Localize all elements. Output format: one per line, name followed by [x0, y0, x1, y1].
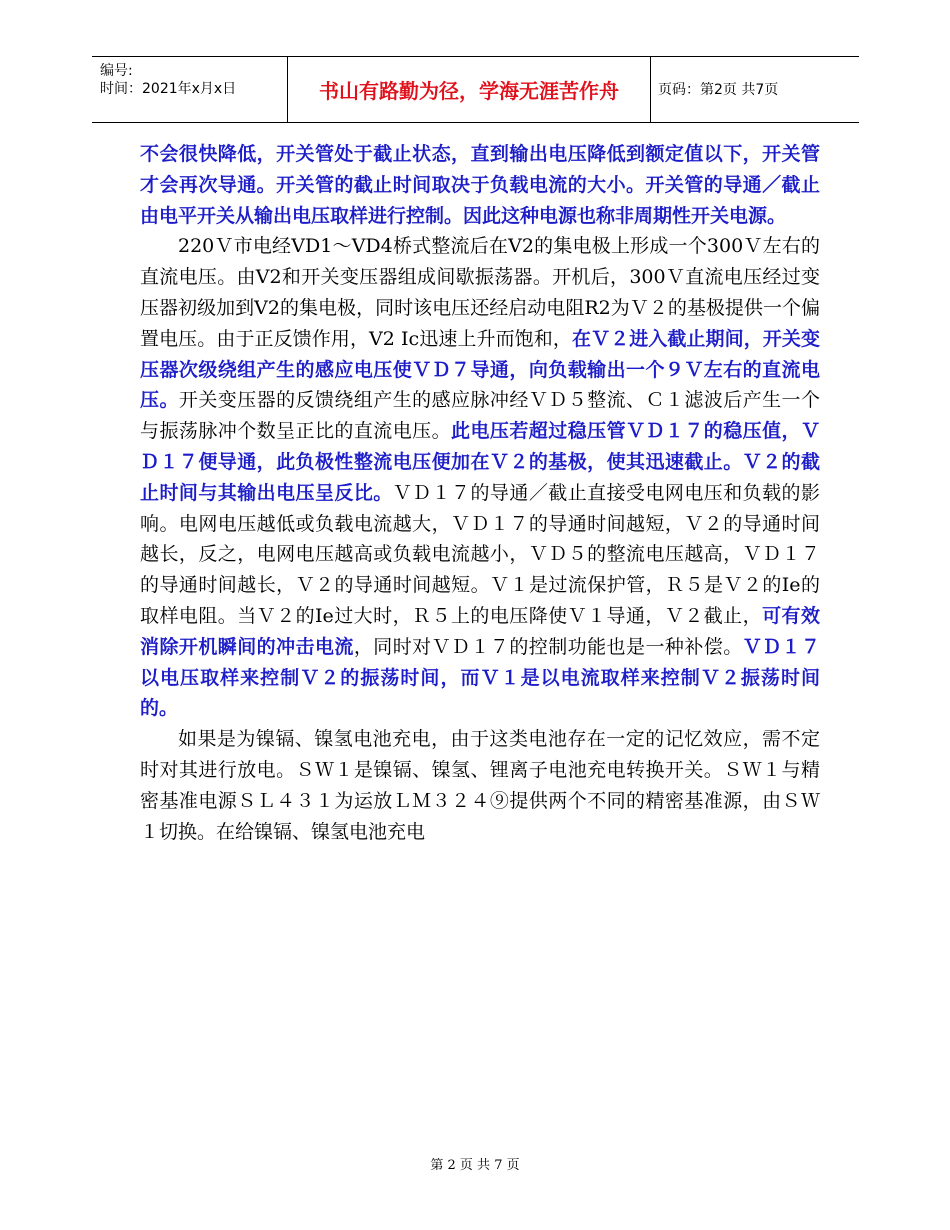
header-motto: 书山有路勤为径，学海无涯苦作舟: [319, 79, 619, 103]
header-divider-right: [650, 56, 651, 122]
paragraph-1: [140, 139, 820, 231]
header-serial-label: 编号:: [100, 63, 133, 79]
emphasis-text: 不会很快降低，开关管处于截止状态，直到输出电压降低到额定值以下，开关管才会再次导通。开关管的截止时间取决于负载电流的大小。开关管的导通／截止由电平开关从输出电压取样进行控制。因此这种电源也称非周期性开关电源。: [140, 143, 820, 227]
text-run: 开关变压器的反馈绕组产生的感应脉冲经ＶＤ５整流、Ｃ１滤波后产生一个与振荡脉冲个数呈正比的直流电压。: [140, 389, 820, 443]
text-run: ＶＤ１７的导通／截止直接受电网电压和负载的影响。电网电压越低或负载电流越大，ＶＤ１７的导通时间越短，Ｖ２的导通时间越长，反之，电网电压越高或负载电流越小，ＶＤ５的整流电压越高，ＶＤ１７的导通时间越长，Ｖ２的导通时间越短。Ｖ１是过流保护管，Ｒ５是Ｖ２的Ie的取样电阻。当Ｖ２的Ie过大时，Ｒ５上的电压降使Ｖ１导通，Ｖ２截止，: [140, 481, 820, 627]
body-text: [140, 139, 820, 847]
header-time: 时间：2021年x月x日: [100, 81, 237, 97]
text-run: ，同时对ＶＤ１７的控制功能也是一种补偿。: [353, 635, 743, 658]
text-run: 如果是为镍镉、镍氢电池充电，由于这类电池存在一定的记忆效应，需不定时对其进行放电。ＳＷ１是镍镉、镍氢、锂离子电池充电转换开关。ＳＷ１与精密基准电源ＳＬ４３１为运放ＬＭ３２４⑨提供两个不同的精密基准源，由ＳＷ１切换。在给镍镉、镍氢电池充电: [140, 728, 820, 843]
text-run: 220Ｖ市电经VD1～VD4桥式整流后在V2的集电极上形成一个300Ｖ左右的直流电压。由V2和开关变压器组成间歇振荡器。开机后，300Ｖ直流电压经过变压器初级加到V2的集电极，同时该电压还经启动电阻R2为Ｖ２的基极提供一个偏置电压。由于正反馈作用，V2 Ic迅速上升而饱和，: [140, 235, 820, 350]
emphasis-text: 可有效消除开机瞬间的冲击电流: [140, 604, 820, 658]
paragraph-3: [140, 724, 820, 847]
header-page-info: 页码：第2页 共7页: [658, 82, 779, 98]
header-top-rule: [92, 56, 859, 57]
header-divider-left: [287, 56, 288, 122]
page-footer: 第 2 页 共 7 页: [430, 1158, 520, 1173]
emphasis-text: 在Ｖ２进入截止期间，开关变压器次级绕组产生的感应电压使ＶＤ７导通，向负载输出一个９Ｖ左右的直流电压。: [140, 327, 820, 412]
paragraph-2: [140, 231, 820, 724]
emphasis-text: 此电压若超过稳压管ＶＤ１７的稳压值，ＶＤ１７便导通，此负极性整流电压便加在Ｖ２的基极，使其迅速截止。Ｖ２的截止时间与其输出电压呈反比。: [140, 420, 820, 504]
emphasis-text: ＶＤ１７以电压取样来控制Ｖ２的振荡时间，而Ｖ１是以电流取样来控制Ｖ２振荡时间的。: [140, 635, 820, 720]
header-bottom-rule: [92, 122, 859, 123]
